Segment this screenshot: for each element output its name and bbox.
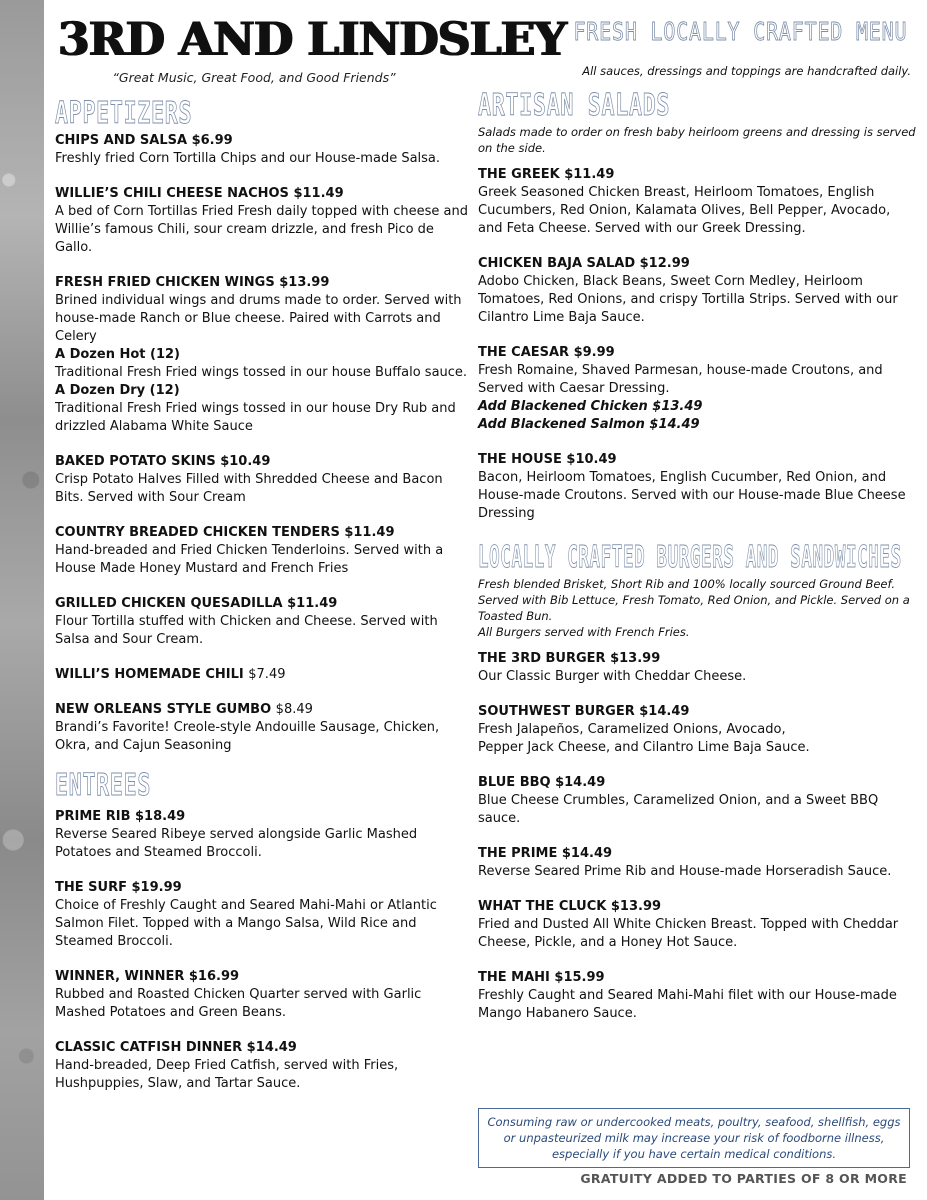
- item-description: Brandi’s Favorite! Creole-style Andouille Sausage, Chicken, Okra, and Cajun Seasoning: [55, 720, 440, 753]
- item-name: WINNER, WINNER $16.99: [55, 969, 240, 984]
- item-description: Hand-breaded, Deep Fried Catfish, served with Fries, Hushpuppies, Slaw, and Tartar Sauce.: [55, 1058, 399, 1091]
- item-title: WILLI’S HOMEMADE CHILI: [55, 667, 244, 682]
- item-name: CHICKEN BAJA SALAD $12.99: [478, 256, 690, 271]
- burgers-intro: Fresh blended Brisket, Short Rib and 100% locally sourced Ground Beef. Served with Bib Lettuce, Fresh Tomato, Red Onion, and Pickle. Served on a Toasted Bun.: [478, 577, 910, 623]
- menu-item-blue-bbq: [478, 774, 918, 828]
- menu-item-chili: [55, 666, 469, 684]
- item-description: Reverse Seared Prime Rib and House-made Horseradish Sauce.: [478, 864, 892, 879]
- menu-item-surf: [55, 879, 469, 951]
- item-price: $8.49: [275, 702, 313, 717]
- menu-item-nachos: [55, 185, 469, 257]
- menu-item-baja-salad: [478, 255, 918, 327]
- menu-item-chips-salsa: [55, 132, 469, 168]
- right-column: [478, 88, 918, 1040]
- item-name: THE HOUSE $10.49: [478, 452, 617, 467]
- appetizers-title: APPETIZERS: [55, 96, 193, 131]
- item-description: Freshly fried Corn Tortilla Chips and our House-made Salsa.: [55, 151, 441, 166]
- item-option-name: A Dozen Dry (12): [55, 383, 180, 398]
- item-name: [55, 701, 469, 719]
- item-name: THE MAHI $15.99: [478, 970, 605, 985]
- item-name: BAKED POTATO SKINS $10.49: [55, 454, 271, 469]
- food-safety-notice: Consuming raw or undercooked meats, poultry, seafood, shellfish, eggs or unpasteurized milk may increase your risk of foodborne illness, especially if you have certain medical conditions.: [478, 1108, 910, 1168]
- item-name: PRIME RIB $18.49: [55, 809, 186, 824]
- menu-item-winner-winner: [55, 968, 469, 1022]
- menu-item-catfish: [55, 1039, 469, 1093]
- menu-item-prime-rib: [55, 808, 469, 862]
- menu-item-the-prime: [478, 845, 918, 881]
- item-description: Our Classic Burger with Cheddar Cheese.: [478, 669, 747, 684]
- item-price: $7.49: [248, 667, 286, 682]
- item-name: CLASSIC CATFISH DINNER $14.49: [55, 1040, 297, 1055]
- menu-note: All sauces, dressings and toppings are handcrafted daily.: [582, 64, 911, 78]
- item-description: Fresh Romaine, Shaved Parmesan, house-made Croutons, and Served with Caesar Dressing.: [478, 363, 883, 396]
- item-description: Reverse Seared Ribeye served alongside Garlic Mashed Potatoes and Steamed Broccoli.: [55, 827, 418, 860]
- item-name: COUNTRY BREADED CHICKEN TENDERS $11.49: [55, 525, 395, 540]
- item-name: WILLIE’S CHILI CHEESE NACHOS $11.49: [55, 186, 344, 201]
- item-name: THE PRIME $14.49: [478, 846, 613, 861]
- entrees-title: ENTREES: [55, 768, 152, 803]
- menu-item-greek: [478, 166, 918, 238]
- item-name: THE SURF $19.99: [55, 880, 182, 895]
- item-name: THE CAESAR $9.99: [478, 345, 615, 360]
- menu-item-house-salad: [478, 451, 918, 523]
- item-description: Hand-breaded and Fried Chicken Tenderloins. Served with a House Made Honey Mustard and French Fries: [55, 543, 444, 576]
- menu-item-quesadilla: [55, 595, 469, 649]
- item-name: FRESH FRIED CHICKEN WINGS $13.99: [55, 275, 330, 290]
- menu-item-3rd-burger: [478, 650, 918, 686]
- item-name: CHIPS AND SALSA $6.99: [55, 133, 233, 148]
- item-option-name: A Dozen Hot (12): [55, 347, 180, 362]
- menu-item-wings: [55, 274, 469, 436]
- left-column: [55, 96, 469, 1110]
- item-description: Bacon, Heirloom Tomatoes, English Cucumber, Red Onion, and House-made Croutons. Served with our House-made Blue Cheese Dressing: [478, 470, 906, 521]
- item-description: Adobo Chicken, Black Beans, Sweet Corn Medley, Heirloom Tomatoes, Red Onions, and crispy Tortilla Strips. Served with our Cilantro Lime Baja Sauce.: [478, 274, 898, 325]
- item-name: WHAT THE CLUCK $13.99: [478, 899, 662, 914]
- item-addon: Add Blackened Chicken $13.49: [478, 399, 703, 414]
- item-description: Brined individual wings and drums made to order. Served with house-made Ranch or Blue cheese. Paired with Carrots and Celery: [55, 293, 462, 344]
- item-description: Choice of Freshly Caught and Seared Mahi-Mahi or Atlantic Salmon Filet. Topped with a Mango Salsa, Wild Rice and Steamed Broccoli.: [55, 898, 437, 949]
- menu-item-southwest-burger: [478, 703, 918, 757]
- burgers-title: LOCALLY CRAFTED BURGERS AND SANDWICHES: [478, 540, 902, 575]
- menu-item-potato-skins: [55, 453, 469, 507]
- salads-intro: Salads made to order on fresh baby heirloom greens and dressing is served on the side.: [478, 125, 916, 155]
- item-name: GRILLED CHICKEN QUESADILLA $11.49: [55, 596, 338, 611]
- tagline: “Great Music, Great Food, and Good Friends”: [112, 70, 396, 85]
- restaurant-logo: 3RD AND LINDSLEY: [58, 12, 566, 66]
- item-description: Flour Tortilla stuffed with Chicken and Cheese. Served with Salsa and Sour Cream.: [55, 614, 438, 647]
- item-name: [55, 666, 469, 684]
- menu-item-what-the-cluck: [478, 898, 918, 952]
- burgers-intro-fries: All Burgers served with French Fries.: [478, 625, 690, 639]
- item-description: Pepper Jack Cheese, and Cilantro Lime Baja Sauce.: [478, 740, 810, 755]
- item-description: Fresh Jalapeños, Caramelized Onions, Avocado,: [478, 722, 786, 737]
- menu-item-mahi: [478, 969, 918, 1023]
- menu-item-caesar: [478, 344, 918, 434]
- menu-page: [44, 0, 927, 1200]
- item-title: NEW ORLEANS STYLE GUMBO: [55, 702, 272, 717]
- item-name: THE GREEK $11.49: [478, 167, 615, 182]
- item-name: BLUE BBQ $14.49: [478, 775, 606, 790]
- item-description: Crisp Potato Halves Filled with Shredded Cheese and Bacon Bits. Served with Sour Cream: [55, 472, 443, 505]
- item-description: Blue Cheese Crumbles, Caramelized Onion, and a Sweet BBQ sauce.: [478, 793, 879, 826]
- item-name: THE 3RD BURGER $13.99: [478, 651, 661, 666]
- gratuity-note: GRATUITY ADDED TO PARTIES OF 8 OR MORE: [580, 1171, 907, 1186]
- item-description: A bed of Corn Tortillas Fried Fresh daily topped with cheese and Willie’s famous Chili, sour cream drizzle, and fresh Pico de Gallo.: [55, 204, 468, 255]
- menu-item-gumbo: [55, 701, 469, 755]
- item-description: Rubbed and Roasted Chicken Quarter served with Garlic Mashed Potatoes and Green Beans.: [55, 987, 422, 1020]
- item-addon: Add Blackened Salmon $14.49: [478, 417, 700, 432]
- item-option-description: Traditional Fresh Fried wings tossed in our house Dry Rub and drizzled Alabama White Sauce: [55, 401, 456, 434]
- item-option-description: Traditional Fresh Fried wings tossed in our house Buffalo sauce.: [55, 365, 468, 380]
- menu-item-chicken-tenders: [55, 524, 469, 578]
- item-name: SOUTHWEST BURGER $14.49: [478, 704, 690, 719]
- menu-title: FRESH LOCALLY CRAFTED MENU: [573, 17, 907, 46]
- item-description: Freshly Caught and Seared Mahi-Mahi filet with our House-made Mango Habanero Sauce.: [478, 988, 897, 1021]
- salads-title: ARTISAN SALADS: [478, 88, 671, 123]
- concrete-border: [0, 0, 44, 1200]
- item-description: Fried and Dusted All White Chicken Breast. Topped with Cheddar Cheese, Pickle, and a Honey Hot Sauce.: [478, 917, 899, 950]
- item-description: Greek Seasoned Chicken Breast, Heirloom Tomatoes, English Cucumbers, Red Onion, Kalamata Olives, Bell Pepper, Avocado, and Feta Cheese. Served with our Greek Dressing.: [478, 185, 891, 236]
